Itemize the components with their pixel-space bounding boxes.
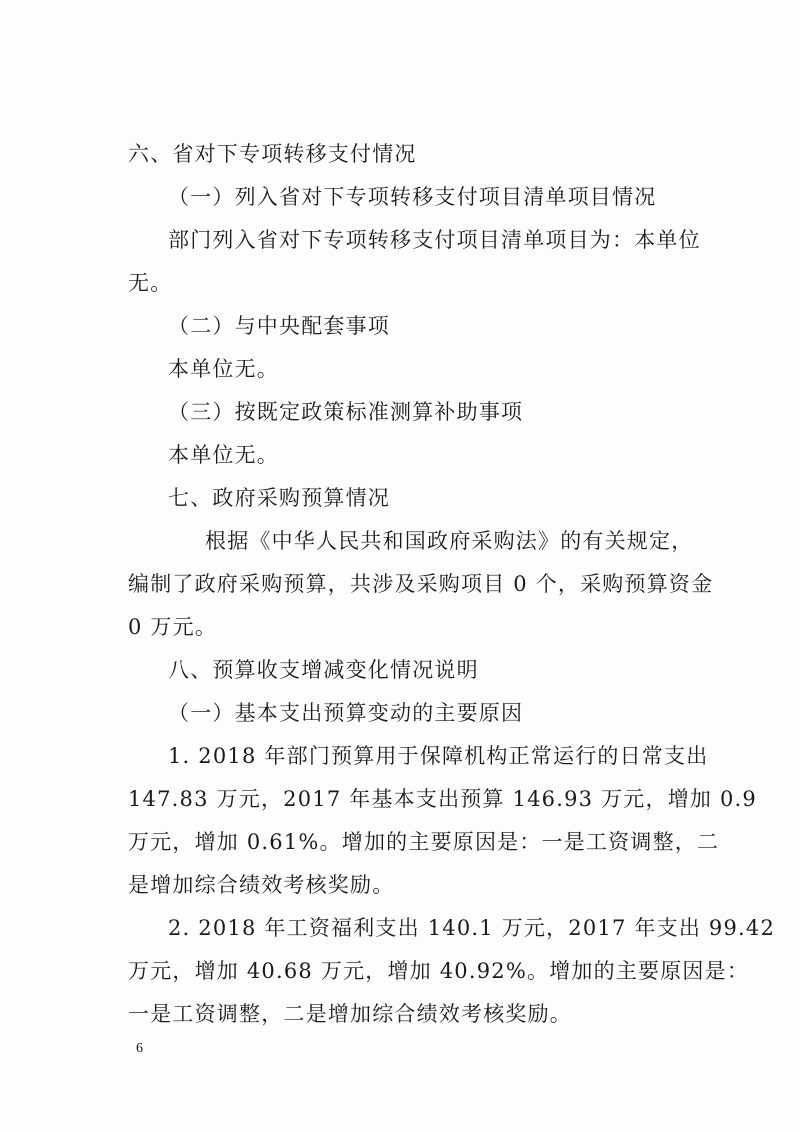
- paragraph-line: 是增加综合绩效考核奖励。: [128, 873, 395, 897]
- paragraph-line: 万元，增加 40.68 万元，增加 40.92%。增加的主要原因是：: [128, 959, 750, 983]
- paragraph-line: 一是工资调整，二是增加综合绩效考核奖励。: [128, 1002, 572, 1026]
- section-6-heading: 六、省对下专项转移支付情况: [128, 142, 417, 166]
- section-7-heading: 七、政府采购预算情况: [168, 486, 390, 510]
- paragraph-line: 编制了政府采购预算，共涉及采购项目 0 个，采购预算资金: [128, 572, 714, 596]
- paragraph-line: 本单位无。: [168, 443, 279, 467]
- paragraph-line: 万元，增加 0.61%。增加的主要原因是：一是工资调整，二: [128, 830, 720, 854]
- paragraph-line: 部门列入省对下专项转移支付项目清单项目为：本单位: [168, 228, 701, 252]
- paragraph-line: 无。: [128, 271, 173, 295]
- section-8-heading: 八、预算收支增减变化情况说明: [168, 658, 479, 682]
- paragraph-line: 本单位无。: [168, 357, 279, 381]
- subsection-6-1-heading: （一）列入省对下专项转移支付项目清单项目情况: [168, 185, 657, 209]
- paragraph-line: 1. 2018 年部门预算用于保障机构正常运行的日常支出: [168, 744, 709, 768]
- paragraph-line: 0 万元。: [128, 615, 218, 639]
- paragraph-line: 2. 2018 年工资福利支出 140.1 万元，2017 年支出 99.42: [168, 916, 776, 940]
- subsection-8-1-heading: （一）基本支出预算变动的主要原因: [168, 701, 524, 725]
- paragraph-line: 147.83 万元，2017 年基本支出预算 146.93 万元，增加 0.9: [128, 787, 757, 811]
- subsection-6-2-heading: （二）与中央配套事项: [168, 314, 390, 338]
- paragraph-line: 根据《中华人民共和国政府采购法》的有关规定，: [205, 529, 694, 553]
- page-number: 6: [136, 1041, 143, 1056]
- subsection-6-3-heading: （三）按既定政策标准测算补助事项: [168, 400, 524, 424]
